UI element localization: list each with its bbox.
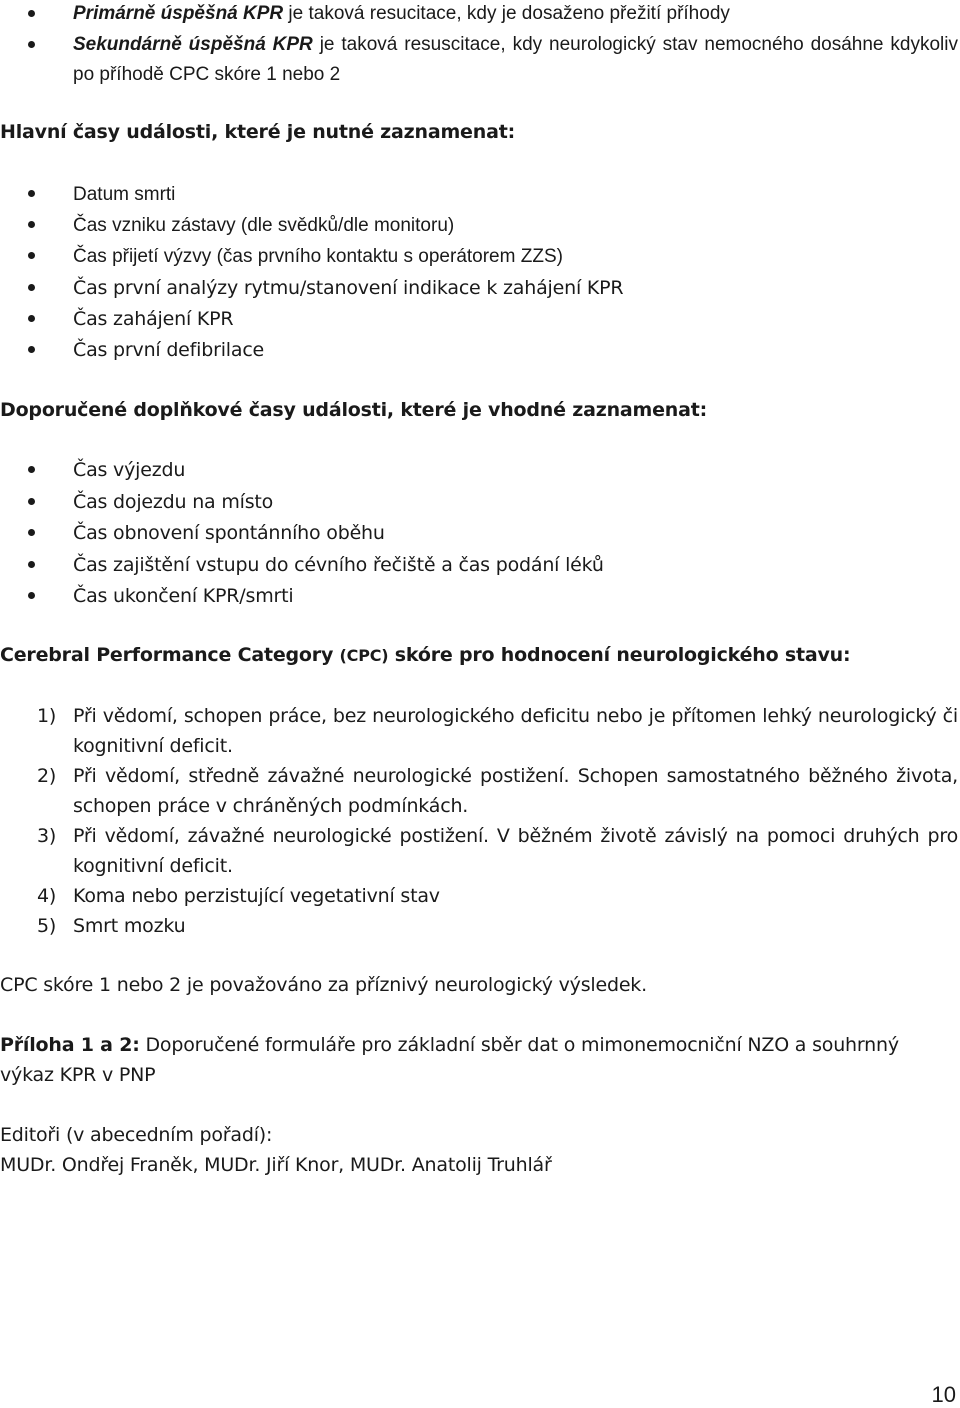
cpc-heading-text: Cerebral Performance Category [0, 644, 340, 666]
editors-names: MUDr. Ondřej Franěk, MUDr. Jiří Knor, MUDr. Anatolij Truhlář [0, 1154, 552, 1176]
list-item: Čas obnovení spontánního oběhu [0, 518, 960, 550]
cpc-abbrev: (CPC) [339, 646, 389, 665]
list-item: Čas dojezdu na místo [0, 487, 960, 519]
definition-text: je taková resucitace, kdy je dosaženo přežití příhody [283, 3, 730, 24]
cpc-item [0, 881, 960, 911]
list-item: Čas ukončení KPR/smrti [0, 581, 960, 613]
cpc-note: CPC skóre 1 nebo 2 je považováno za příznivý neurologický výsledek. [0, 974, 647, 996]
cpc-number: 5) [37, 915, 57, 937]
cpc-text: Při vědomí, závažné neurologické postižení. V běžném životě závislý na pomoci druhých pro kognitivní deficit. [73, 825, 958, 877]
main-times-list [0, 179, 960, 366]
cpc-heading-text: skóre pro hodnocení neurologického stavu: [388, 644, 851, 666]
cpc-item [0, 821, 960, 881]
cpc-text: Při vědomí, schopen práce, bez neurologického deficitu nebo je přítomen lehký neurologický či kognitivní deficit. [73, 705, 958, 757]
appendix-label: Příloha 1 a 2: [0, 1034, 140, 1056]
optional-times-list [0, 455, 960, 613]
list-item: Čas první analýzy rytmu/stanovení indikace k zahájení KPR [0, 273, 960, 304]
top-definitions [0, 0, 960, 91]
cpc-item [0, 911, 960, 941]
cpc-item [0, 761, 960, 821]
list-item: Čas přijetí výzvy (čas prvního kontaktu s operátorem ZZS) [0, 241, 960, 272]
cpc-text: Při vědomí, středně závažné neurologické postižení. Schopen samostatného běžného života, schopen práce v chráněných podmínkách. [73, 765, 958, 817]
list-item: Čas výjezdu [0, 455, 960, 487]
appendix-text: Doporučené formuláře pro základní sběr dat o mimonemocniční NZO a souhrnný výkaz KPR v PNP [0, 1034, 899, 1086]
list-item: Datum smrti [0, 179, 960, 210]
list-item: Čas první defibrilace [0, 335, 960, 366]
list-item: Čas vzniku zástavy (dle svědků/dle monitoru) [0, 210, 960, 241]
page-number: 10 [931, 1382, 956, 1407]
main-times-heading: Hlavní časy události, které je nutné zaznamenat: [0, 121, 515, 143]
cpc-number: 1) [37, 705, 57, 727]
cpc-list [0, 701, 960, 941]
editors-heading: Editoři (v abecedním pořadí): [0, 1124, 273, 1146]
cpc-text: Koma nebo perzistující vegetativní stav [73, 885, 440, 907]
definition-text: je taková resuscitace, kdy neurologický stav nemocného dosáhne kdykoliv po příhodě CPC skóre 1 nebo 2 [73, 33, 958, 85]
optional-times-heading: Doporučené doplňkové časy události, které je vhodné zaznamenat: [0, 399, 708, 421]
list-item: Čas zahájení KPR [0, 304, 960, 335]
cpc-number: 3) [37, 825, 57, 847]
definition-term: Sekundárně úspěšná KPR [73, 33, 313, 55]
cpc-item [0, 701, 960, 761]
definition-secondary [0, 30, 960, 91]
definition-primary [0, 0, 960, 30]
cpc-number: 4) [37, 885, 57, 907]
definition-term: Primárně úspěšná KPR [73, 3, 284, 24]
appendix-paragraph [0, 1030, 958, 1090]
cpc-heading [0, 644, 850, 666]
list-item: Čas zajištění vstupu do cévního řečiště a čas podání léků [0, 550, 960, 582]
cpc-text: Smrt mozku [73, 915, 186, 937]
cpc-number: 2) [37, 765, 57, 787]
